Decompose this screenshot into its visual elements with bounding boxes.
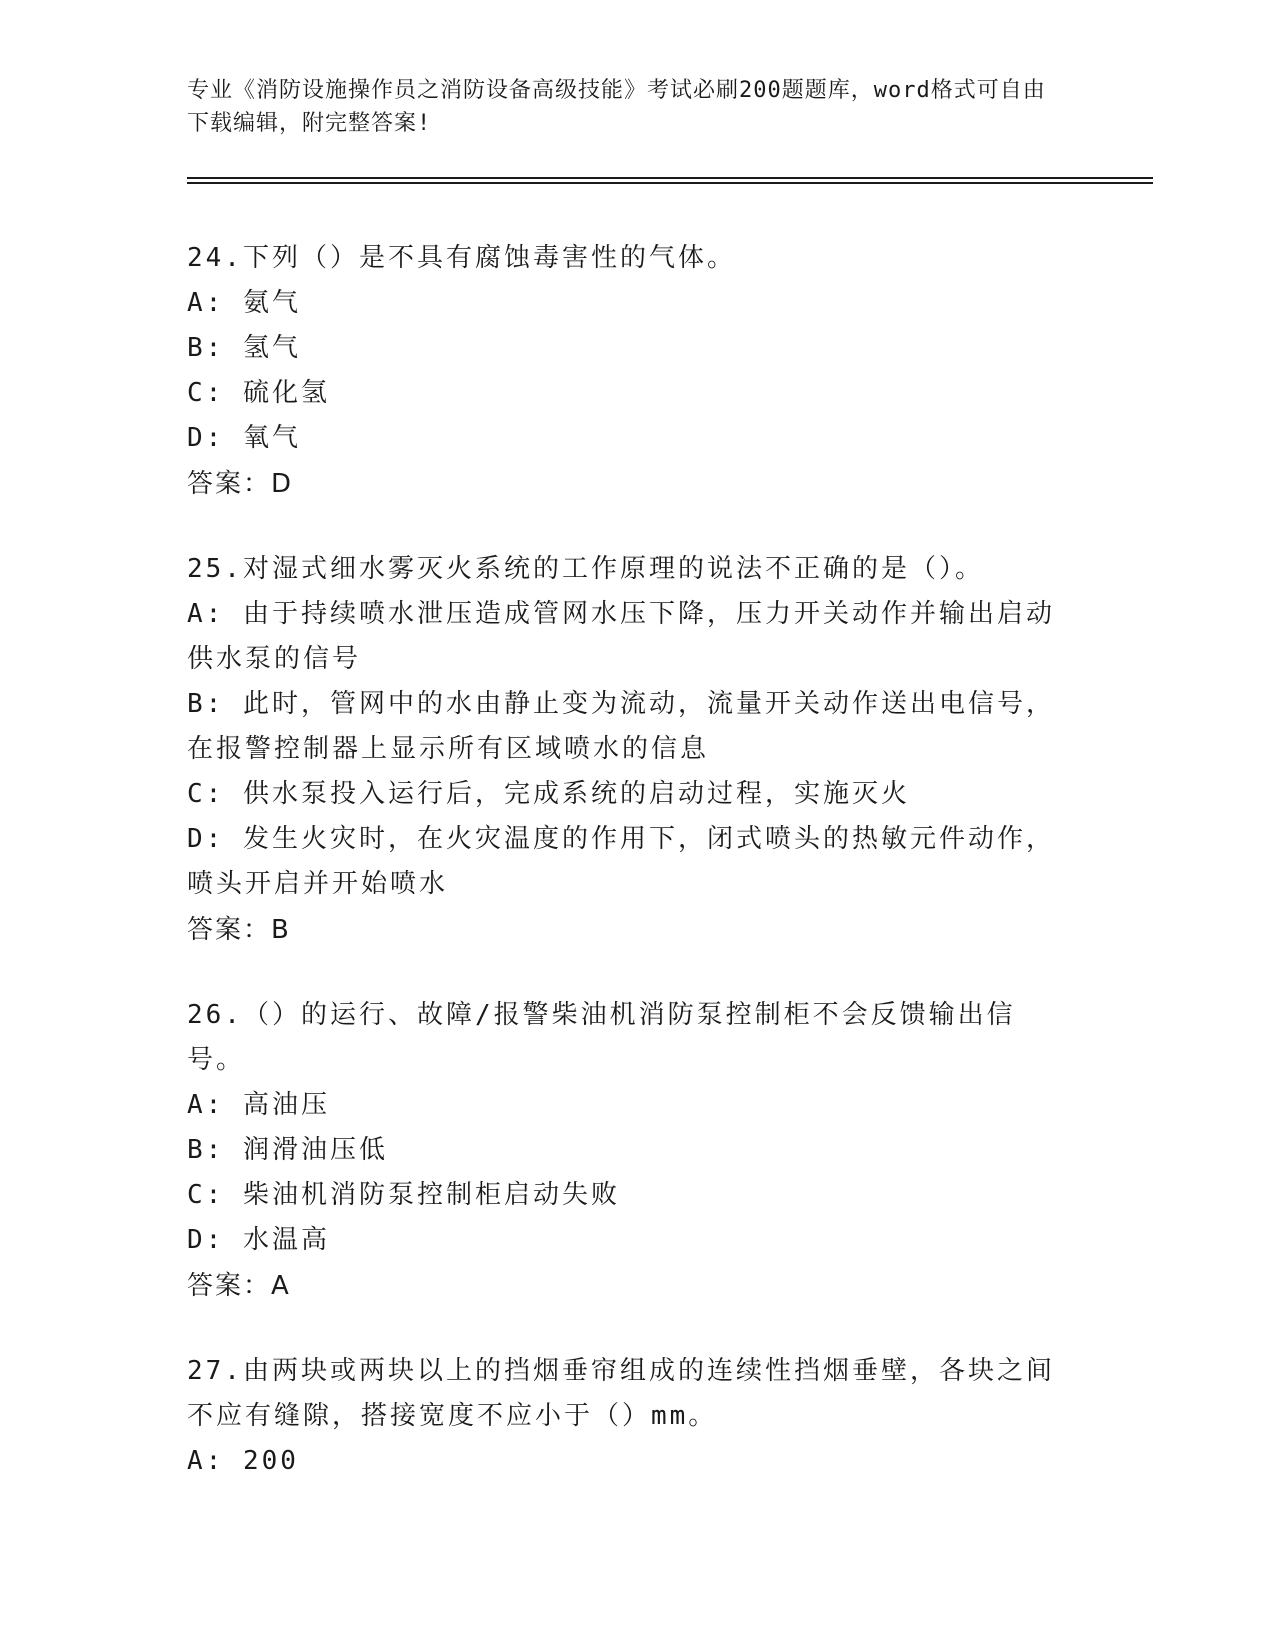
- option-c: C: 柴油机消防泵控制柜启动失败: [187, 1180, 620, 1210]
- option-a: A: 200: [187, 1446, 299, 1476]
- answer-line: 答案：D: [187, 469, 294, 499]
- question-list: [187, 236, 1067, 1524]
- option-c: C: 硫化氢: [187, 378, 330, 408]
- question-stem: 26.（）的运行、故障/报警柴油机消防泵控制柜不会反馈输出信号。: [187, 1000, 1016, 1075]
- header-divider-top: [187, 177, 1153, 179]
- option-b: B: 润滑油压低: [187, 1135, 388, 1165]
- option-d: D: 氧气: [187, 423, 301, 453]
- question-27: [187, 1349, 1067, 1484]
- option-b: B: 氢气: [187, 333, 301, 363]
- header-divider-bottom: [187, 182, 1153, 184]
- question-24: [187, 236, 1067, 507]
- answer-line: 答案：B: [187, 915, 291, 945]
- option-a: A: 由于持续喷水泄压造成管网水压下降，压力开关动作并输出启动供水泵的信号: [187, 599, 1055, 674]
- option-d: D: 发生火灾时，在火灾温度的作用下，闭式喷头的热敏元件动作，喷头开启并开始喷水: [187, 824, 1055, 899]
- question-26: [187, 993, 1067, 1309]
- option-d: D: 水温高: [187, 1225, 330, 1255]
- option-a: A: 高油压: [187, 1090, 330, 1120]
- header-text: 专业《消防设施操作员之消防设备高级技能》考试必刷200题题库，word格式可自由下载编辑，附完整答案!: [187, 78, 1046, 136]
- question-stem: 25.对湿式细水雾灭火系统的工作原理的说法不正确的是（）。: [187, 554, 984, 584]
- option-a: A: 氨气: [187, 288, 301, 318]
- document-header: [187, 74, 1067, 140]
- question-25: [187, 547, 1067, 953]
- question-stem: 24.下列（）是不具有腐蚀毒害性的气体。: [187, 243, 736, 273]
- option-b: B: 此时，管网中的水由静止变为流动，流量开关动作送出电信号，在报警控制器上显示所有区域喷水的信息: [187, 689, 1055, 764]
- answer-line: 答案：A: [187, 1271, 291, 1301]
- question-stem: 27.由两块或两块以上的挡烟垂帘组成的连续性挡烟垂壁，各块之间不应有缝隙，搭接宽度不应小于（）mm。: [187, 1356, 1055, 1431]
- option-c: C: 供水泵投入运行后，完成系统的启动过程，实施灭火: [187, 779, 910, 809]
